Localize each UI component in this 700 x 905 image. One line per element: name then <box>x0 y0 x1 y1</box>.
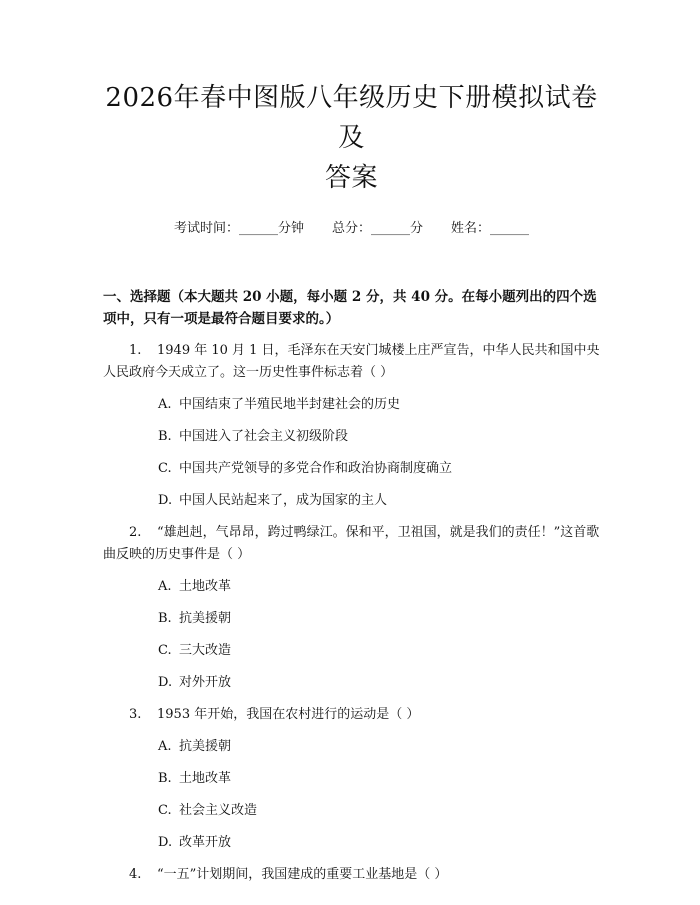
option-letter: A. <box>158 579 172 594</box>
option-1b <box>103 426 600 448</box>
title-line-2: 答案 <box>324 163 378 193</box>
option-text: 社会主义改造 <box>179 803 258 818</box>
question-4 <box>103 864 600 886</box>
option-text: 中国共产党领导的多党合作和政治协商制度确立 <box>179 461 453 476</box>
option-3a <box>103 736 600 758</box>
option-text: 土地改革 <box>179 579 232 594</box>
option-text: 抗美援朝 <box>179 611 232 626</box>
option-2d <box>103 672 600 694</box>
option-3b <box>103 768 600 790</box>
option-3c <box>103 800 600 822</box>
question-number: 2. <box>129 525 142 540</box>
question-number: 3. <box>129 707 142 722</box>
option-letter: D. <box>158 835 173 850</box>
exam-time-label: 考试时间：______分钟 <box>173 221 304 236</box>
option-letter: D. <box>158 675 173 690</box>
option-letter: B. <box>158 771 172 786</box>
question-number: 4. <box>129 867 142 882</box>
exam-meta <box>103 219 600 239</box>
section-1-heading: 一、选择题（本大题共 20 小题，每小题 2 分，共 40 分。在每小题列出的四个选项中，只有一项是最符合题目要求的。） <box>103 289 597 327</box>
option-letter: A. <box>158 739 172 754</box>
title-line-1: 2026年春中图版八年级历史下册模拟试卷及 <box>105 83 598 153</box>
option-1c <box>103 458 600 480</box>
student-name-label: 姓名：______ <box>451 221 530 236</box>
question-2 <box>103 522 600 566</box>
option-1d <box>103 490 600 512</box>
option-text: 三大改造 <box>179 643 232 658</box>
question-number: 1. <box>129 343 142 358</box>
option-letter: C. <box>158 643 172 658</box>
option-letter: B. <box>158 611 172 626</box>
option-text: 中国人民站起来了，成为国家的主人 <box>179 493 388 508</box>
option-text: 抗美援朝 <box>179 739 232 754</box>
option-text: 中国结束了半殖民地半封建社会的历史 <box>179 397 401 412</box>
option-2a <box>103 576 600 598</box>
question-text: 1949 年 10 月 1 日，毛泽东在天安门城楼上庄严宣告，中华人民共和国中央人民政府今天成立了。这一历史性事件标志着（ ） <box>103 343 600 380</box>
option-text: 土地改革 <box>179 771 232 786</box>
option-2c <box>103 640 600 662</box>
page-title <box>103 0 600 198</box>
option-letter: D. <box>158 493 173 508</box>
question-text: “一五”计划期间，我国建成的重要工业基地是（ ） <box>157 867 448 882</box>
option-letter: C. <box>158 803 172 818</box>
option-1a <box>103 394 600 416</box>
option-3d <box>103 832 600 854</box>
option-2b <box>103 608 600 630</box>
option-letter: B. <box>158 429 172 444</box>
question-3 <box>103 704 600 726</box>
question-text: 1953 年开始，我国在农村进行的运动是（ ） <box>157 707 420 722</box>
option-text: 中国进入了社会主义初级阶段 <box>179 429 349 444</box>
option-text: 对外开放 <box>179 675 232 690</box>
option-text: 改革开放 <box>179 835 232 850</box>
total-score-label: 总分：______分 <box>331 221 423 236</box>
question-text: “雄赳赳，气昂昂，跨过鸭绿江。保和平，卫祖国，就是我们的责任！”这首歌曲反映的历史事件是（ ） <box>103 525 600 562</box>
option-letter: C. <box>158 461 172 476</box>
question-1 <box>103 340 600 384</box>
option-letter: A. <box>158 397 172 412</box>
